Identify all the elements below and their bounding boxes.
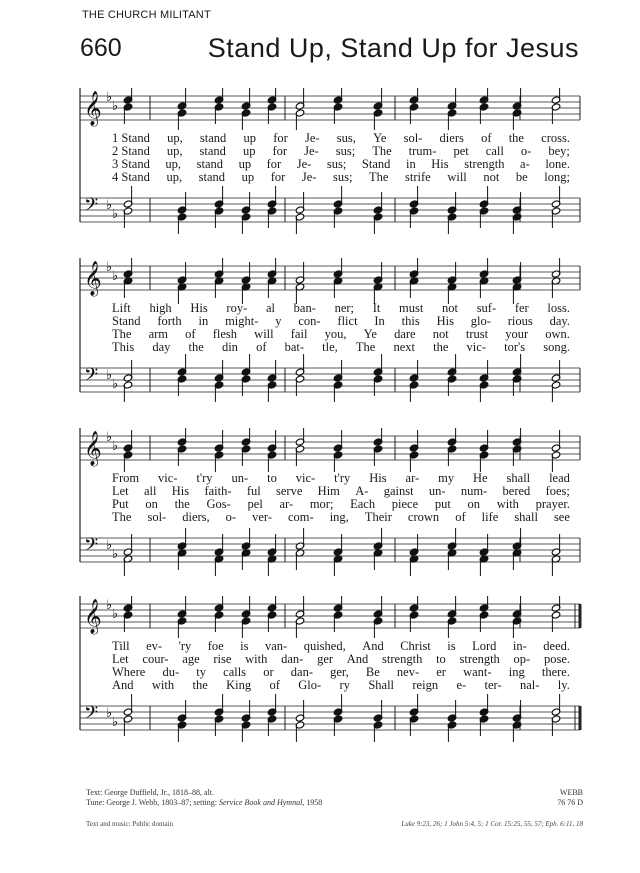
lyric-syllable: vic- — [466, 340, 486, 354]
lyric-syllable: all — [143, 484, 157, 498]
lyric-syllable: trust — [465, 327, 489, 341]
music-system-4 — [0, 596, 640, 766]
lyric-syllable: Let — [112, 652, 129, 666]
lyric-syllable: van- — [265, 639, 288, 653]
lyric-syllable: or — [263, 665, 274, 679]
lyric-syllable: t'ry — [334, 471, 351, 485]
lyric-syllable: for — [273, 131, 288, 145]
lyric-syllable: er — [436, 665, 446, 679]
lyric-syllable: Glo- — [298, 678, 322, 692]
key-flat-icon: ♭ — [112, 715, 119, 730]
lyric-syllable: on — [145, 497, 158, 511]
lyric-syllable: flict — [337, 314, 358, 328]
lyric-syllable: to — [267, 471, 277, 485]
lyric-syllable: shall — [506, 471, 531, 485]
lyric-syllable: pel — [247, 497, 263, 511]
key-flat-icon: ♭ — [112, 607, 119, 622]
key-flat-icon: ♭ — [106, 368, 113, 383]
lyric-syllable: Christ — [400, 639, 431, 653]
lyric-syllable: your — [505, 327, 529, 341]
lyric-syllable: Ye — [363, 327, 377, 341]
lyric-syllable: rious — [507, 314, 533, 328]
lyric-syllable: of — [256, 340, 267, 354]
lyric-syllable: e- — [456, 678, 467, 692]
lyric-syllable: is — [447, 639, 456, 653]
lyric-syllable: fer — [514, 301, 529, 315]
lyric-syllable: on — [467, 497, 481, 511]
lyric-syllable: diers, — [182, 510, 210, 524]
lyric-syllable: in — [405, 157, 416, 171]
lyric-syllable: for — [266, 157, 282, 171]
lyric-syllable: num- — [460, 484, 488, 498]
music-system-3 — [0, 428, 640, 598]
lyric-syllable: loss. — [547, 301, 570, 315]
lyric-syllable: sus; — [326, 157, 347, 171]
treble-clef-icon: 𝄞 — [84, 91, 102, 126]
lyric-syllable: un- — [231, 471, 249, 485]
lyric-syllable: 1 Stand — [112, 131, 150, 145]
lyric-syllable: not — [442, 301, 458, 315]
key-flat-icon: ♭ — [106, 198, 113, 213]
treble-clef-icon: 𝄞 — [84, 261, 102, 296]
lyric-syllable: dare — [394, 327, 416, 341]
lyric-syllable: Shall — [368, 678, 395, 692]
lyric-syllable: Je- — [304, 144, 319, 158]
lyric-syllable: with — [496, 497, 519, 511]
lyric-syllable: ing — [508, 665, 525, 679]
lyric-syllable: up — [242, 144, 256, 158]
lyric-syllable: is — [240, 639, 249, 653]
lyric-syllable: sus; — [333, 170, 353, 184]
lyric-syllable: to — [436, 652, 446, 666]
lyric-syllable: day. — [549, 314, 570, 328]
lyric-syllable: Je- — [296, 157, 312, 171]
lyric-syllable: of — [185, 327, 196, 341]
key-flat-icon: ♭ — [112, 547, 119, 562]
lyric-syllable: This — [112, 340, 135, 354]
lyric-syllable: in- — [512, 639, 527, 653]
lyric-syllable: sol- — [147, 510, 167, 524]
section-title: THE CHURCH MILITANT — [82, 9, 211, 21]
lyric-syllable: my — [438, 471, 455, 485]
lyric-syllable: sus; — [335, 144, 356, 158]
copyright: Text and music: Public domain — [86, 820, 173, 828]
music-system-1 — [0, 88, 640, 258]
lyric-syllable: strife — [405, 170, 431, 184]
lyric-syllable: life — [481, 510, 499, 524]
key-flat-icon: ♭ — [112, 439, 119, 454]
lyric-syllable: reign — [412, 678, 439, 692]
lyric-syllable: trum- — [408, 144, 437, 158]
lyric-syllable: bey; — [548, 144, 570, 158]
lyric-syllable: du- — [162, 665, 180, 679]
lyric-syllable: strength — [464, 157, 505, 171]
lyric-syllable: piece — [391, 497, 419, 511]
lyric-syllable: prayer. — [535, 497, 570, 511]
lyric-syllable: His — [190, 301, 208, 315]
key-flat-icon: ♭ — [112, 377, 119, 392]
lyric-syllable: Where — [112, 665, 146, 679]
lyric-syllable: not — [483, 170, 500, 184]
lyric-syllable: of — [481, 131, 492, 145]
lyric-syllable: a- — [520, 157, 530, 171]
lyric-syllable: stand — [199, 144, 226, 158]
lyric-syllable: with — [151, 678, 175, 692]
lyric-syllable: arm — [148, 327, 169, 341]
treble-clef-icon: 𝄞 — [84, 431, 102, 466]
lyric-syllable: Je- — [304, 131, 320, 145]
lyric-syllable: next — [393, 340, 416, 354]
lyric-syllable: the — [188, 340, 204, 354]
lyric-syllable: the — [174, 497, 190, 511]
lyric-syllable: Each — [350, 497, 376, 511]
lyric-syllable: His — [171, 484, 190, 498]
lyric-syllable: there. — [541, 665, 570, 679]
hymn-title: Stand Up, Stand Up for Jesus — [207, 33, 579, 63]
lyric-syllable: Put — [112, 497, 129, 511]
lyric-syllable: of — [269, 678, 280, 692]
lyric-syllable: Gos- — [206, 497, 231, 511]
lyric-syllable: un- — [428, 484, 446, 498]
lyric-syllable: song. — [543, 340, 570, 354]
lyric-syllable: up, — [167, 131, 183, 145]
lyric-syllable: He — [473, 471, 488, 485]
lyric-syllable: His — [436, 314, 454, 328]
lyric-syllable: nev- — [396, 665, 420, 679]
hymn-number: 660 — [80, 34, 122, 62]
lyric-syllable: com- — [288, 510, 314, 524]
tune-meter: 76 76 D — [557, 798, 583, 807]
bass-clef-icon: 𝄢 — [84, 365, 99, 390]
lyric-syllable: serve — [276, 484, 303, 498]
lyric-syllable: It — [372, 301, 381, 315]
lyric-syllable: ar- — [405, 471, 420, 485]
lyric-syllable: Him — [317, 484, 340, 498]
tune-credit-source: Service Book and Hymnal — [218, 798, 303, 807]
lyric-syllable: see — [553, 510, 570, 524]
tune-credit-suffix: , 1958 — [302, 798, 323, 807]
lyric-syllable: fail — [290, 327, 308, 341]
lyric-syllable: diers — [439, 131, 464, 145]
lyric-syllable: foes; — [545, 484, 570, 498]
lyric-syllable: Stand — [361, 157, 391, 171]
lyric-syllable: stand — [196, 157, 223, 171]
lyric-syllable: quished, — [303, 639, 346, 653]
bass-clef-icon: 𝄢 — [84, 195, 99, 220]
tune-credit — [86, 798, 322, 808]
lyric-syllable: strength — [459, 652, 500, 666]
key-flat-icon: ♭ — [112, 269, 119, 284]
lyric-syllable: ly. — [557, 678, 570, 692]
lyric-syllable: ar- — [279, 497, 294, 511]
lyric-syllable: pose. — [543, 652, 570, 666]
lyric-syllable: you, — [324, 327, 347, 341]
key-flat-icon: ♭ — [106, 598, 113, 613]
lyric-syllable: long; — [544, 170, 570, 184]
lyric-syllable: might- — [225, 314, 259, 328]
tune-credit-prefix: Tune: George J. Webb, 1803–87; setting: — [86, 798, 219, 807]
lyric-syllable: up, — [166, 144, 183, 158]
lyric-syllable: In — [374, 314, 385, 328]
lyric-syllable: Till — [112, 639, 130, 653]
lyric-syllable: up — [238, 157, 252, 171]
key-flat-icon: ♭ — [106, 430, 113, 445]
lyric-syllable: And — [346, 652, 369, 666]
lyric-syllable: not — [432, 327, 449, 341]
key-flat-icon: ♭ — [106, 538, 113, 553]
lyric-line-4 — [112, 511, 570, 524]
lyric-syllable: 4 Stand — [112, 170, 150, 184]
lyric-syllable: bered — [502, 484, 531, 498]
lyric-syllable: Let — [112, 484, 129, 498]
lyric-syllable: nal- — [519, 678, 540, 692]
lyric-syllable: o- — [520, 144, 532, 158]
lyric-syllable: sol- — [403, 131, 423, 145]
lyric-syllable: Their — [364, 510, 392, 524]
lyric-syllable: own. — [545, 327, 570, 341]
lyric-syllable: The — [369, 170, 389, 184]
lyric-syllable: con- — [298, 314, 321, 328]
lyric-syllable: King — [226, 678, 252, 692]
lyric-syllable: ger, — [330, 665, 349, 679]
lyric-syllable: And — [112, 678, 134, 692]
lyric-line-1 — [112, 640, 570, 653]
lyric-syllable: tle, — [322, 340, 338, 354]
lyric-syllable: flesh — [212, 327, 238, 341]
lyric-syllable: bat- — [284, 340, 305, 354]
lyric-syllable: ban- — [293, 301, 316, 315]
key-flat-icon: ♭ — [106, 260, 113, 275]
lyric-syllable: From — [112, 471, 140, 485]
lyric-syllable: The — [355, 340, 376, 354]
lyric-syllable: Je- — [301, 170, 317, 184]
lyric-syllable: up, — [165, 157, 182, 171]
lyric-syllable: forth — [157, 314, 182, 328]
lyric-syllable: put — [434, 497, 451, 511]
lyric-syllable: ry — [339, 678, 350, 692]
lyric-syllable: the — [192, 678, 208, 692]
lyric-line-4 — [112, 171, 570, 184]
lyric-syllable: Ye — [373, 131, 387, 145]
lyric-syllable: The — [112, 510, 132, 524]
lyric-syllable: Lift — [112, 301, 131, 315]
lyric-syllable: stand — [199, 131, 227, 145]
lyric-syllable: And — [362, 639, 384, 653]
lyric-syllable: op- — [513, 652, 531, 666]
lyric-syllable: The — [112, 327, 132, 341]
lyric-syllable: glo- — [470, 314, 491, 328]
lyric-syllable: cross. — [541, 131, 570, 145]
lyric-syllable: the — [508, 131, 524, 145]
lyric-syllable: pet — [453, 144, 469, 158]
lyric-syllable: cour- — [142, 652, 169, 666]
lyric-syllable: for — [272, 144, 288, 158]
lyric-syllable: Stand — [112, 314, 141, 328]
lyric-syllable: must — [399, 301, 424, 315]
lyric-syllable: day — [152, 340, 171, 354]
lyric-syllable: mor; — [309, 497, 334, 511]
lyric-syllable: vic- — [295, 471, 316, 485]
key-flat-icon: ♭ — [112, 99, 119, 114]
lyric-syllable: foe — [207, 639, 224, 653]
lyric-syllable: stand — [198, 170, 226, 184]
lyric-syllable: His — [431, 157, 449, 171]
lyric-syllable: din — [221, 340, 238, 354]
key-flat-icon: ♭ — [106, 706, 113, 721]
lyric-syllable: calls — [223, 665, 247, 679]
lyric-syllable: ger — [317, 652, 334, 666]
lyric-syllable: age — [182, 652, 200, 666]
lyric-syllable: The — [372, 144, 392, 158]
key-flat-icon: ♭ — [106, 90, 113, 105]
lyric-syllable: A- — [355, 484, 369, 498]
lyric-syllable: ev- — [146, 639, 163, 653]
key-flat-icon: ♭ — [112, 207, 119, 222]
bass-clef-icon: 𝄢 — [84, 703, 99, 728]
lyric-syllable: lone. — [545, 157, 570, 171]
lyric-syllable: up, — [166, 170, 183, 184]
lyric-line-4 — [112, 341, 570, 354]
treble-clef-icon: 𝄞 — [84, 599, 102, 634]
lyric-syllable: ner; — [334, 301, 354, 315]
lyric-syllable: suf- — [476, 301, 497, 315]
lyric-syllable: Lord — [472, 639, 497, 653]
lyric-syllable: Be — [365, 665, 380, 679]
lyric-syllable: crown — [407, 510, 440, 524]
lyric-syllable: up — [243, 131, 256, 145]
lyric-syllable: strength — [382, 652, 423, 666]
tune-info — [557, 788, 583, 808]
credits — [86, 788, 322, 808]
lyric-line-3 — [112, 328, 570, 341]
lyric-syllable: shall — [514, 510, 538, 524]
lyric-syllable: y — [275, 314, 282, 328]
lyric-syllable: ty — [196, 665, 206, 679]
lyric-syllable: rise — [213, 652, 232, 666]
music-system-2 — [0, 258, 640, 428]
lyric-line-4 — [112, 679, 570, 692]
lyric-syllable: ter- — [484, 678, 502, 692]
lyric-syllable: dan- — [290, 665, 313, 679]
lyric-syllable: the — [433, 340, 449, 354]
lyric-syllable: ver- — [252, 510, 272, 524]
lyric-syllable: this — [401, 314, 420, 328]
bass-clef-icon: 𝄢 — [84, 535, 99, 560]
lyric-syllable: call — [485, 144, 504, 158]
lyric-syllable: will — [254, 327, 274, 341]
lyric-syllable: up — [241, 170, 255, 184]
lyric-syllable: will — [447, 170, 467, 184]
lyric-syllable: roy- — [226, 301, 248, 315]
lyric-syllable: lead — [549, 471, 570, 485]
lyric-syllable: gainst — [383, 484, 414, 498]
lyric-syllable: t'ry — [196, 471, 213, 485]
tune-name: WEBB — [559, 788, 583, 797]
lyric-syllable: high — [149, 301, 172, 315]
lyric-syllable: sus, — [336, 131, 356, 145]
lyric-syllable: al — [265, 301, 275, 315]
lyric-syllable: 2 Stand — [112, 144, 150, 158]
lyric-syllable: for — [270, 170, 286, 184]
lyric-syllable: in — [198, 314, 209, 328]
scripture-references: Luke 9:23, 26; 1 John 5:4, 5; 1 Cor. 15:25, 55, 57; Eph. 6:11, 18 — [401, 820, 583, 828]
lyric-syllable: o- — [225, 510, 237, 524]
lyric-syllable: ing, — [329, 510, 349, 524]
lyric-syllable: faith- — [204, 484, 232, 498]
lyric-syllable: vic- — [158, 471, 178, 485]
lyric-syllable: 3 Stand — [112, 157, 150, 171]
lyric-syllable: 'ry — [178, 639, 192, 653]
lyric-syllable: ful — [246, 484, 261, 498]
lyric-syllable: dan- — [281, 652, 304, 666]
text-credit: Text: George Duffield, Jr., 1818–88, alt. — [86, 788, 215, 797]
lyric-syllable: want- — [463, 665, 492, 679]
lyric-syllable: tor's — [504, 340, 526, 354]
lyric-syllable: of — [455, 510, 466, 524]
lyric-syllable: with — [245, 652, 268, 666]
lyric-syllable: be — [515, 170, 528, 184]
lyric-syllable: deed. — [543, 639, 570, 653]
lyric-syllable: His — [369, 471, 387, 485]
